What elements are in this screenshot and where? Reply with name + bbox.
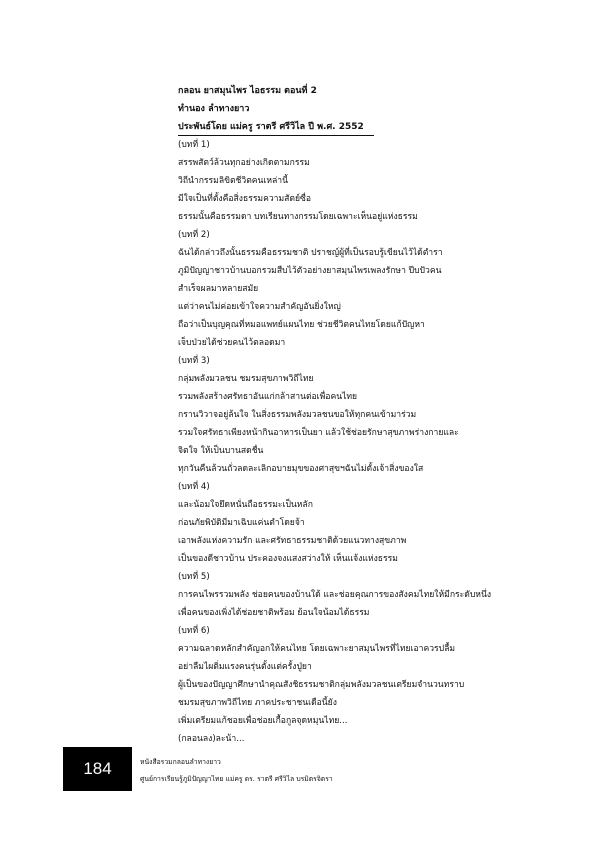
poem-line: เพิ่มเตรียมแก้ชอยเพื่อช่อยเกื้อกูลจุดหมุนไทย... xyxy=(178,716,348,726)
poem-line: จิตใจ ให้เป็นบานสดชื่น xyxy=(178,446,264,456)
poem-melody: ทำนอง ลำทางยาว xyxy=(178,104,250,114)
footer-book-title: หนังสือรวมกลอนลำทางยาว xyxy=(140,758,221,766)
poem-line: สำเร็จผลมาหลายสมัย xyxy=(178,284,259,294)
poem-line: แต่ว่าคนไม่ค่อยเข้าใจความสำคัญอันยิ่งใหญ่ xyxy=(178,302,341,312)
footer-text xyxy=(140,754,333,788)
poem-line: เอาพลังแห่งความรัก และศรัทธาธรรมชาติด้วยแนวทางสุขภาพ xyxy=(178,536,407,546)
poem-line: (บทที่ 5) xyxy=(178,572,210,582)
poem-line: (บทที่ 4) xyxy=(178,482,210,492)
poem-line: ก่อนภัยพิบัติมีมาเฉิบแค่นตำโดยจ้า xyxy=(178,518,305,528)
poem-line: รวมใจศรัทธาเพียงหน้ากินอาหารเป็นยา แล้วใช้ช่อยรักษาสุขภาพร่างกายและ xyxy=(178,428,459,438)
poem-line: (บทที่ 1) xyxy=(178,140,210,150)
poem-line: และน้อมใจยึดหนั่นถือธรรมะเป็นหลัก xyxy=(178,500,313,510)
poem-line: วิถีนำกรรมลิขิตชีวิตคนเหล่านี้ xyxy=(178,176,288,186)
poem-line: อย่าลืมไผติ่มแรงคนรุ่นตั้งแต่ครั้งปู่ยา xyxy=(178,662,312,672)
poem-line: กรานวิวาจอยู่ล้นใจ ในสิ่งธรรมพลังมวลชนขอให้ทุกคนเข้ามาร่วม xyxy=(178,410,417,420)
poem-line: ชมรมสุขภาพวิถีไทย ภาคประชาชนเดือนี้ยัง xyxy=(178,698,337,708)
poem-line: เจ็บป่วยได้ช่วยคนไว้ตลอดมา xyxy=(178,338,286,348)
poem-body xyxy=(178,136,588,748)
page-number: 184 xyxy=(63,747,132,791)
poem-line: ผู้เป็นของปัญญาศึกษานำคุณสังชิธรรมชาติกลุ่มพลังมวลชนเตรียมจำนวนทราบ xyxy=(178,680,465,690)
poem-line: รวมพลังสร้างศรัทธาอันแก่กล้าสานต่อเพื่อคนไทย xyxy=(178,392,358,402)
poem-line: ธรรมนั้นคือธรรมดา บทเรียนทางกรรมโดยเฉพาะเห็นอยู่แห่งธรรม xyxy=(178,212,418,222)
poem-author-line xyxy=(178,118,588,136)
poem-line: ทุกวันคืนล้วนถั่วลดละเลิกอบายมุขของศาสุขฯฉันไม่ตั้งเจ้าสิ่งของใส xyxy=(178,464,424,474)
poem-author: ประพันธ์โดย แม่ครู ราตรี ศรีวิไล ปี พ.ศ. 2552 xyxy=(178,120,374,136)
poem-line: ภูมิปัญญาชาวบ้านบอกรวมสืบไว้ตัวอย่างยาสมุนไพรเพลงรักษา ปีบปัวคน xyxy=(178,266,442,276)
poem-line: (กลอนลง)ละน้า... xyxy=(178,734,245,744)
poem-line: (บทที่ 6) xyxy=(178,626,210,636)
poem-line: (บทที่ 3) xyxy=(178,356,210,366)
poem-line: กลุ่มพลังมวลชน ชมรมสุขภาพวิถีไทย xyxy=(178,374,314,384)
poem-line: เป็นของดีชาวบ้าน ประคองจงแสงสว่างให้ เห็นแจ้งแห่งธรรม xyxy=(178,554,398,564)
footer-publisher: ศูนย์การเรียนรู้ภูมิปัญญาไทย แม่ครู ดร. ราตรี ศรีวิไล บรมิตรจิตรา xyxy=(140,775,333,783)
poem-title: กลอน ยาสมุนไพร ไอธรรม ตอนที่ 2 xyxy=(178,86,317,96)
poem-line: ถือว่าเป็นบุญคุณที่หมอแพทย์แผนไทย ช่วยชีวิตคนไทยโดยแก้ปัญหา xyxy=(178,320,425,330)
poem-line: ฉันได้กล่าวถึงนั้นธรรมคือธรรมชาติ ปราชญ์ผู้ที่เป็นรอบรู้เขียนไว้ได้ตำรา xyxy=(178,248,443,258)
poem-block xyxy=(178,82,588,748)
poem-line: การคนไพรรวมพลัง ช่อยคนของบ้านใด้ และช่อยคุณการของสังคมไทยให้มีกระดับหนึ่ง xyxy=(178,590,492,600)
poem-line: เพื่อคนของเพิ่งได้ช่อยชาติพร้อม ย้อนใจน้อมได้ธรรม xyxy=(178,608,370,618)
poem-line: สรรพสัตว์ล้วนทุกอย่างเกิดตามกรรม xyxy=(178,158,310,168)
poem-line: (บทที่ 2) xyxy=(178,230,210,240)
page-footer xyxy=(0,747,595,793)
poem-line: ความฉลาดหลักสำคัญอกให้คนไทย โดยเฉพาะยาสมุนไพรที่ไทยเอาควรปลื้ม xyxy=(178,644,456,654)
poem-line: มีใจเป็นที่ตั้งคือสิ่งธรรมความสัตย์ซื่อ xyxy=(178,194,312,204)
